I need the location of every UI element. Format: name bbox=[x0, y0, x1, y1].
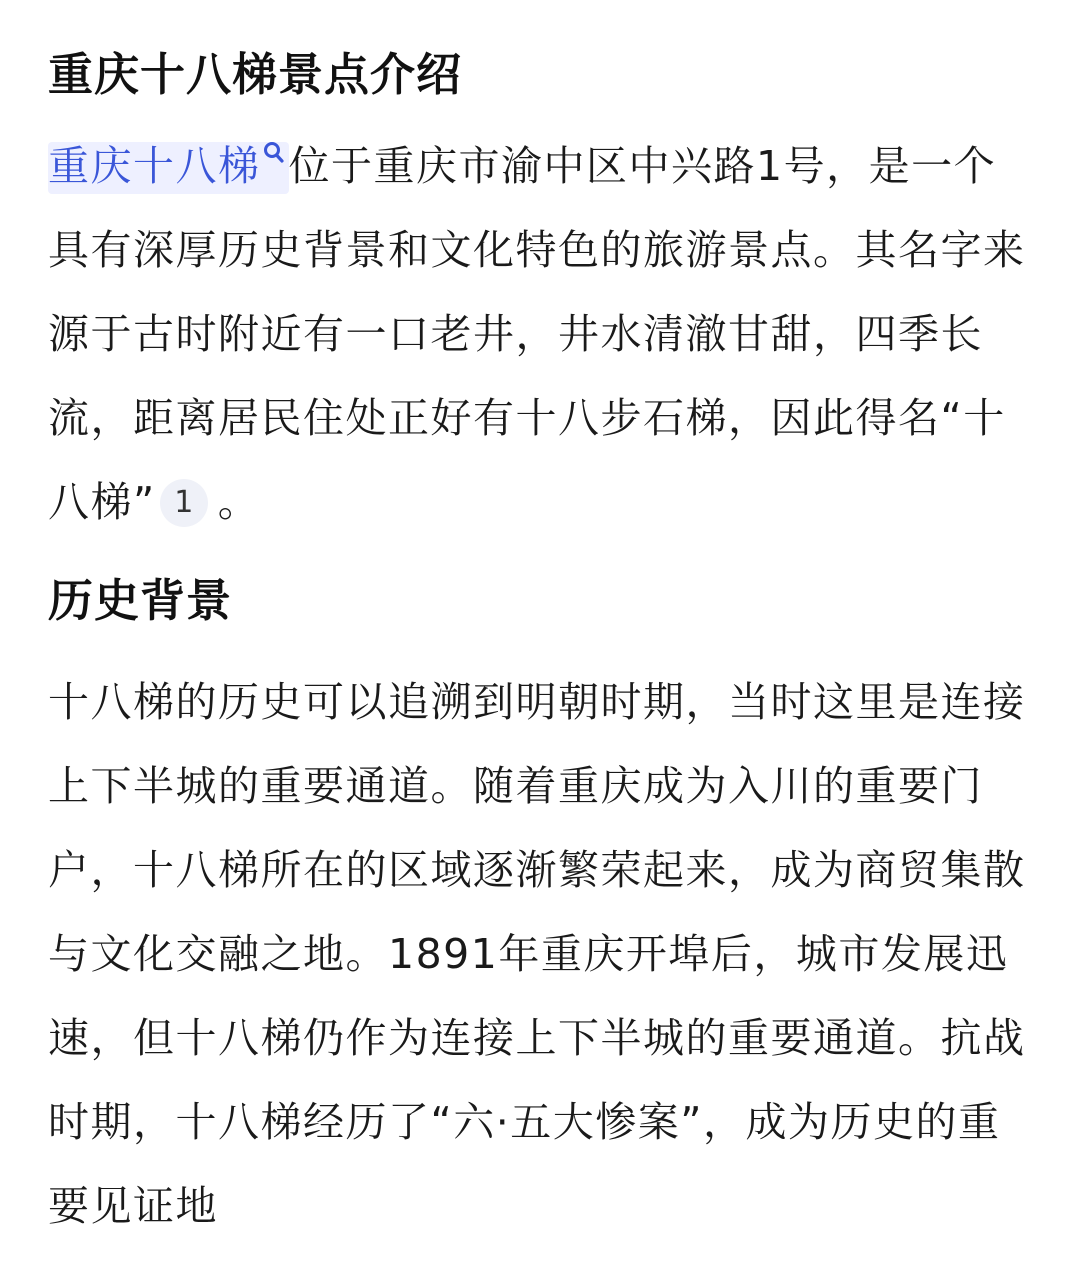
intro-text: 位于重庆市渝中区中兴路1号，是一个具有深厚历史背景和文化特色的旅游景点。其名字来源于古时附近有一口老井，井水清澈甘甜，四季长流，距离居民住处正好有十八步石梯，因此得名“十八梯” bbox=[48, 142, 1026, 526]
citation-badge[interactable]: 1 bbox=[160, 479, 208, 527]
history-paragraph: 十八梯的历史可以追溯到明朝时期，当时这里是连接上下半城的重要通道。随着重庆成为入川的重要门户，十八梯所在的区域逐渐繁荣起来，成为商贸集散与文化交融之地。1891年重庆开埠后，城市发展迅速，但十八梯仍作为连接上下半城的重要通道。抗战时期，十八梯经历了“六·五大惨案”，成为历史的重要见证地 bbox=[48, 678, 1026, 1230]
history-heading: 历史背景 bbox=[48, 574, 233, 627]
search-icon bbox=[263, 140, 285, 166]
keyword-link-text: 重庆十八梯 bbox=[48, 142, 261, 190]
page-title: 重庆十八梯景点介绍 bbox=[48, 48, 463, 101]
intro-paragraph bbox=[48, 124, 1034, 544]
keyword-search-link[interactable] bbox=[48, 142, 289, 194]
intro-text-end: 。 bbox=[217, 478, 261, 526]
